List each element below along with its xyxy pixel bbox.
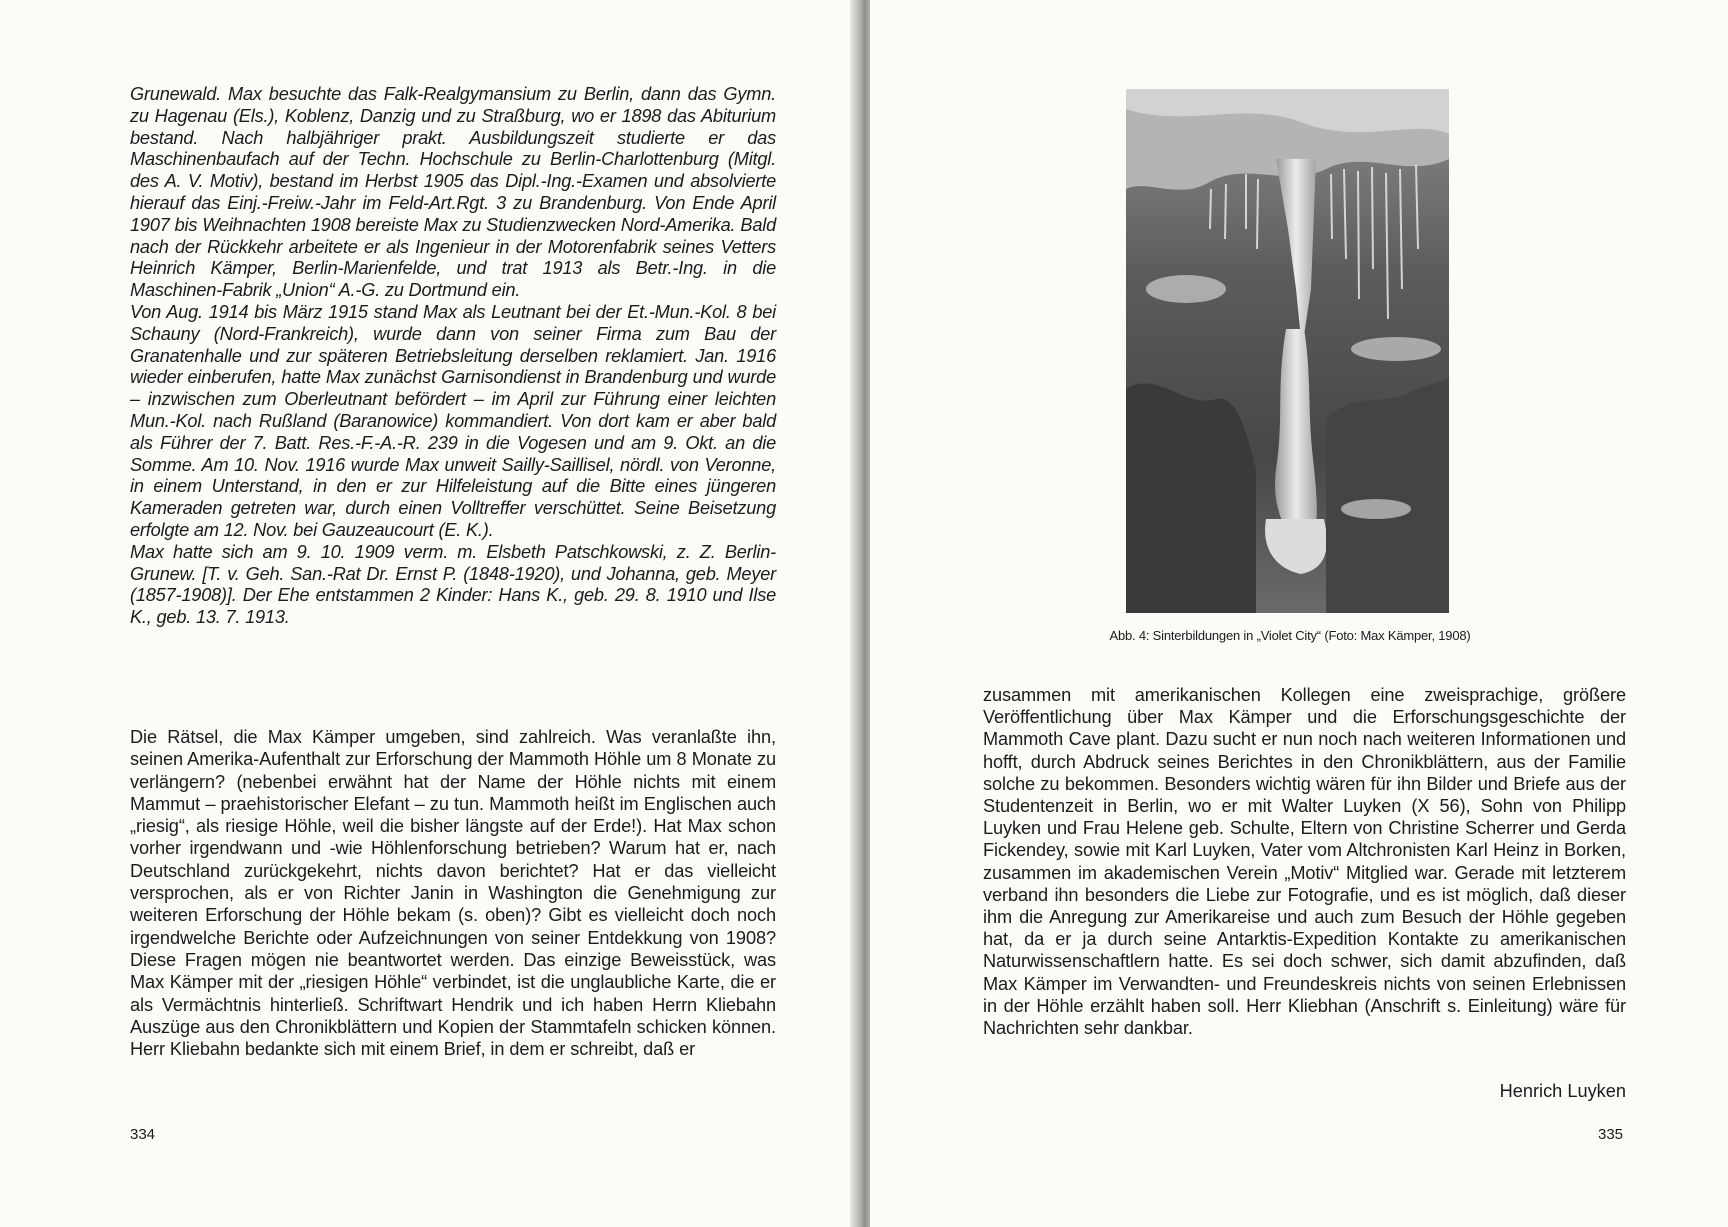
bio-paragraph-2: Von Aug. 1914 bis März 1915 stand Max als Leutnant bei der Et.-Mun.-Kol. 8 bei Schauny (Nord-Frankreich), wurde dann von seiner Firma zum Bau der Granatenhalle und zur späteren Betriebsleitung derselben reklamiert. Jan. 1916 wieder einberufen, hatte Max zunächst Garnisondienst in Brandenburg und wurde – inzwischen zum Oberleutnant befördert – im April zur Führung einer leichten Mun.-Kol. nach Rußland (Baranowice) kommandiert. Von dort kam er aber bald als Führer der 7. Batt. Res.-F.-A.-R. 239 in die Vogesen und am 9. Okt. an die Somme. Am 10. Nov. 1916 wurde Max unweit Sailly-Saillisel, nördl. von Veronne, in einem Unterstand, in den er zur Hilfeleistung auf die Bitte eines jüngeren Kameraden getreten war, durch einen Volltreffer verschüttet. Seine Beisetzung erfolgte am 12. Nov. bei Gauzeaucourt (E. K.). <box>130 301 776 540</box>
body-text-left <box>130 726 776 1060</box>
left-page <box>0 0 858 1227</box>
body-paragraph-right: zusammen mit amerikanischen Kollegen eine zweisprachige, größere Veröffentlichung über Max Kämper und die Erforschungsgeschichte der Mammoth Cave plant. Dazu sucht er nun noch nach weiteren Informationen und hofft, durch Abdruck seines Berichtes in den Chronikblättern, aus der Familie solche zu bekommen. Besonders wichtig wären für ihn Bilder und Briefe aus der Studentenzeit in Berlin, wo er mit Walter Luyken (X 56), Sohn von Philipp Luyken und Frau Helene geb. Schulte, Eltern von Christine Scherrer und Gerda Fickendey, sowie mit Karl Luyken, Vater vom Altchronisten Karl Heinz in Borken, zusammen im akademischen Verein „Motiv“ Mitglied war. Gerade mit letzterem verband ihn besonders die Liebe zur Fotografie, und es ist möglich, daß dieser ihm die Anregung zur Amerikareise und auch zum Besuch der Höhle gegeben hat, da er ja durch seine Antarktis-Expedition Kontakte zu amerikanischen Naturwissenschaftlern hatte. Es sei doch schwer, sich damit abzufinden, daß Max Kämper im Verwandten- und Freundeskreis nichts von seinen Erlebnissen in der Höhle erzählt haben soll. Herr Kliebhan (Anschrift s. Einleitung) wäre für Nachrichten sehr dankbar. <box>983 685 1626 1039</box>
body-text-right <box>983 684 1626 1039</box>
bio-paragraph-1: Grunewald. Max besuchte das Falk-Realgymansium zu Berlin, dann das Gymn. zu Hagenau (Els.), Koblenz, Danzig und zu Straßburg, wo er 1898 das Abiturium bestand. Nach halbjähriger prakt. Ausbildungszeit studierte er das Maschinenbaufach auf der Techn. Hochschule zu Berlin-Charlottenburg (Mitgl. des A. V. Motiv), bestand im Herbst 1905 das Dipl.-Ing.-Examen und absolvierte hierauf das Einj.-Freiw.-Jahr im Feld-Art.Rgt. 3 zu Brandenburg. Von Ende April 1907 bis Weihnachten 1908 bereiste Max zu Studienzwecken Nord-Amerika. Bald nach der Rückkehr arbeitete er als Ingenieur in der Motorenfabrik seines Vetters Heinrich Kämper, Berlin-Marienfelde, und trat 1913 als Betr.-Ing. in die Maschinen-Fabrik „Union“ A.-G. zu Dortmund ein. <box>130 84 776 301</box>
bio-paragraph-3: Max hatte sich am 9. 10. 1909 verm. m. Elsbeth Patschkowski, z. Z. Berlin-Grunew. [T. v. Geh. San.-Rat Dr. Ernst P. (1848-1920), und Johanna, geb. Meyer (1857-1908)]. Der Ehe entstammen 2 Kinder: Hans K., geb. 29. 8. 1910 und Ilse K., geb. 13. 7. 1913. <box>130 541 776 628</box>
figure-caption: Abb. 4: Sinterbildungen in „Violet City“ (Foto: Max Kämper, 1908) <box>1109 628 1471 643</box>
author-signature: Henrich Luyken <box>1499 1081 1626 1101</box>
page-number-right: 335 <box>1598 1126 1624 1143</box>
body-paragraph-left: Die Rätsel, die Max Kämper umgeben, sind zahlreich. Was veranlaßte ihn, seinen Amerika-Aufenthalt zur Erforschung der Mammoth Höhle um 8 Monate zu verlängern? (nebenbei erwähnt hat der Name der Höhle nichts mit einem Mammut – praehistorischer Elefant – zu tun. Mammoth heißt im Englischen auch „riesig“, als riesige Höhle, weil die bisher längste auf der Erde!). Hat Max schon vorher irgendwann und -wie Höhlenforschung betrieben? Warum hat er, nach Deutschland zurückgekehrt, nichts davon berichtet? Hat er das vielleicht versprochen, als er von Richter Janin in Washington die Genehmigung zur weiteren Erforschung der Höhle bekam (s. oben)? Gibt es vielleicht doch noch irgendwelche Berichte oder Aufzeichnungen von seiner Entdekkung von 1908? Diese Fragen mögen nie beantwortet werden. Das einzige Beweisstück, was Max Kämper mit der „riesigen Höhle“ verbindet, ist die unglaubliche Karte, die er als Vermächtnis hinterließ. Schriftwart Hendrik und ich haben Herrn Kliebahn Auszüge aus den Chronikblättern und Kopien der Stammtafeln schicken können. Herr Kliebahn bedankte sich mit einem Brief, in dem er schreibt, daß er <box>130 727 776 1060</box>
cave-photo <box>1126 89 1449 613</box>
biography-text <box>130 84 776 629</box>
page-number-left: 334 <box>130 1126 156 1143</box>
